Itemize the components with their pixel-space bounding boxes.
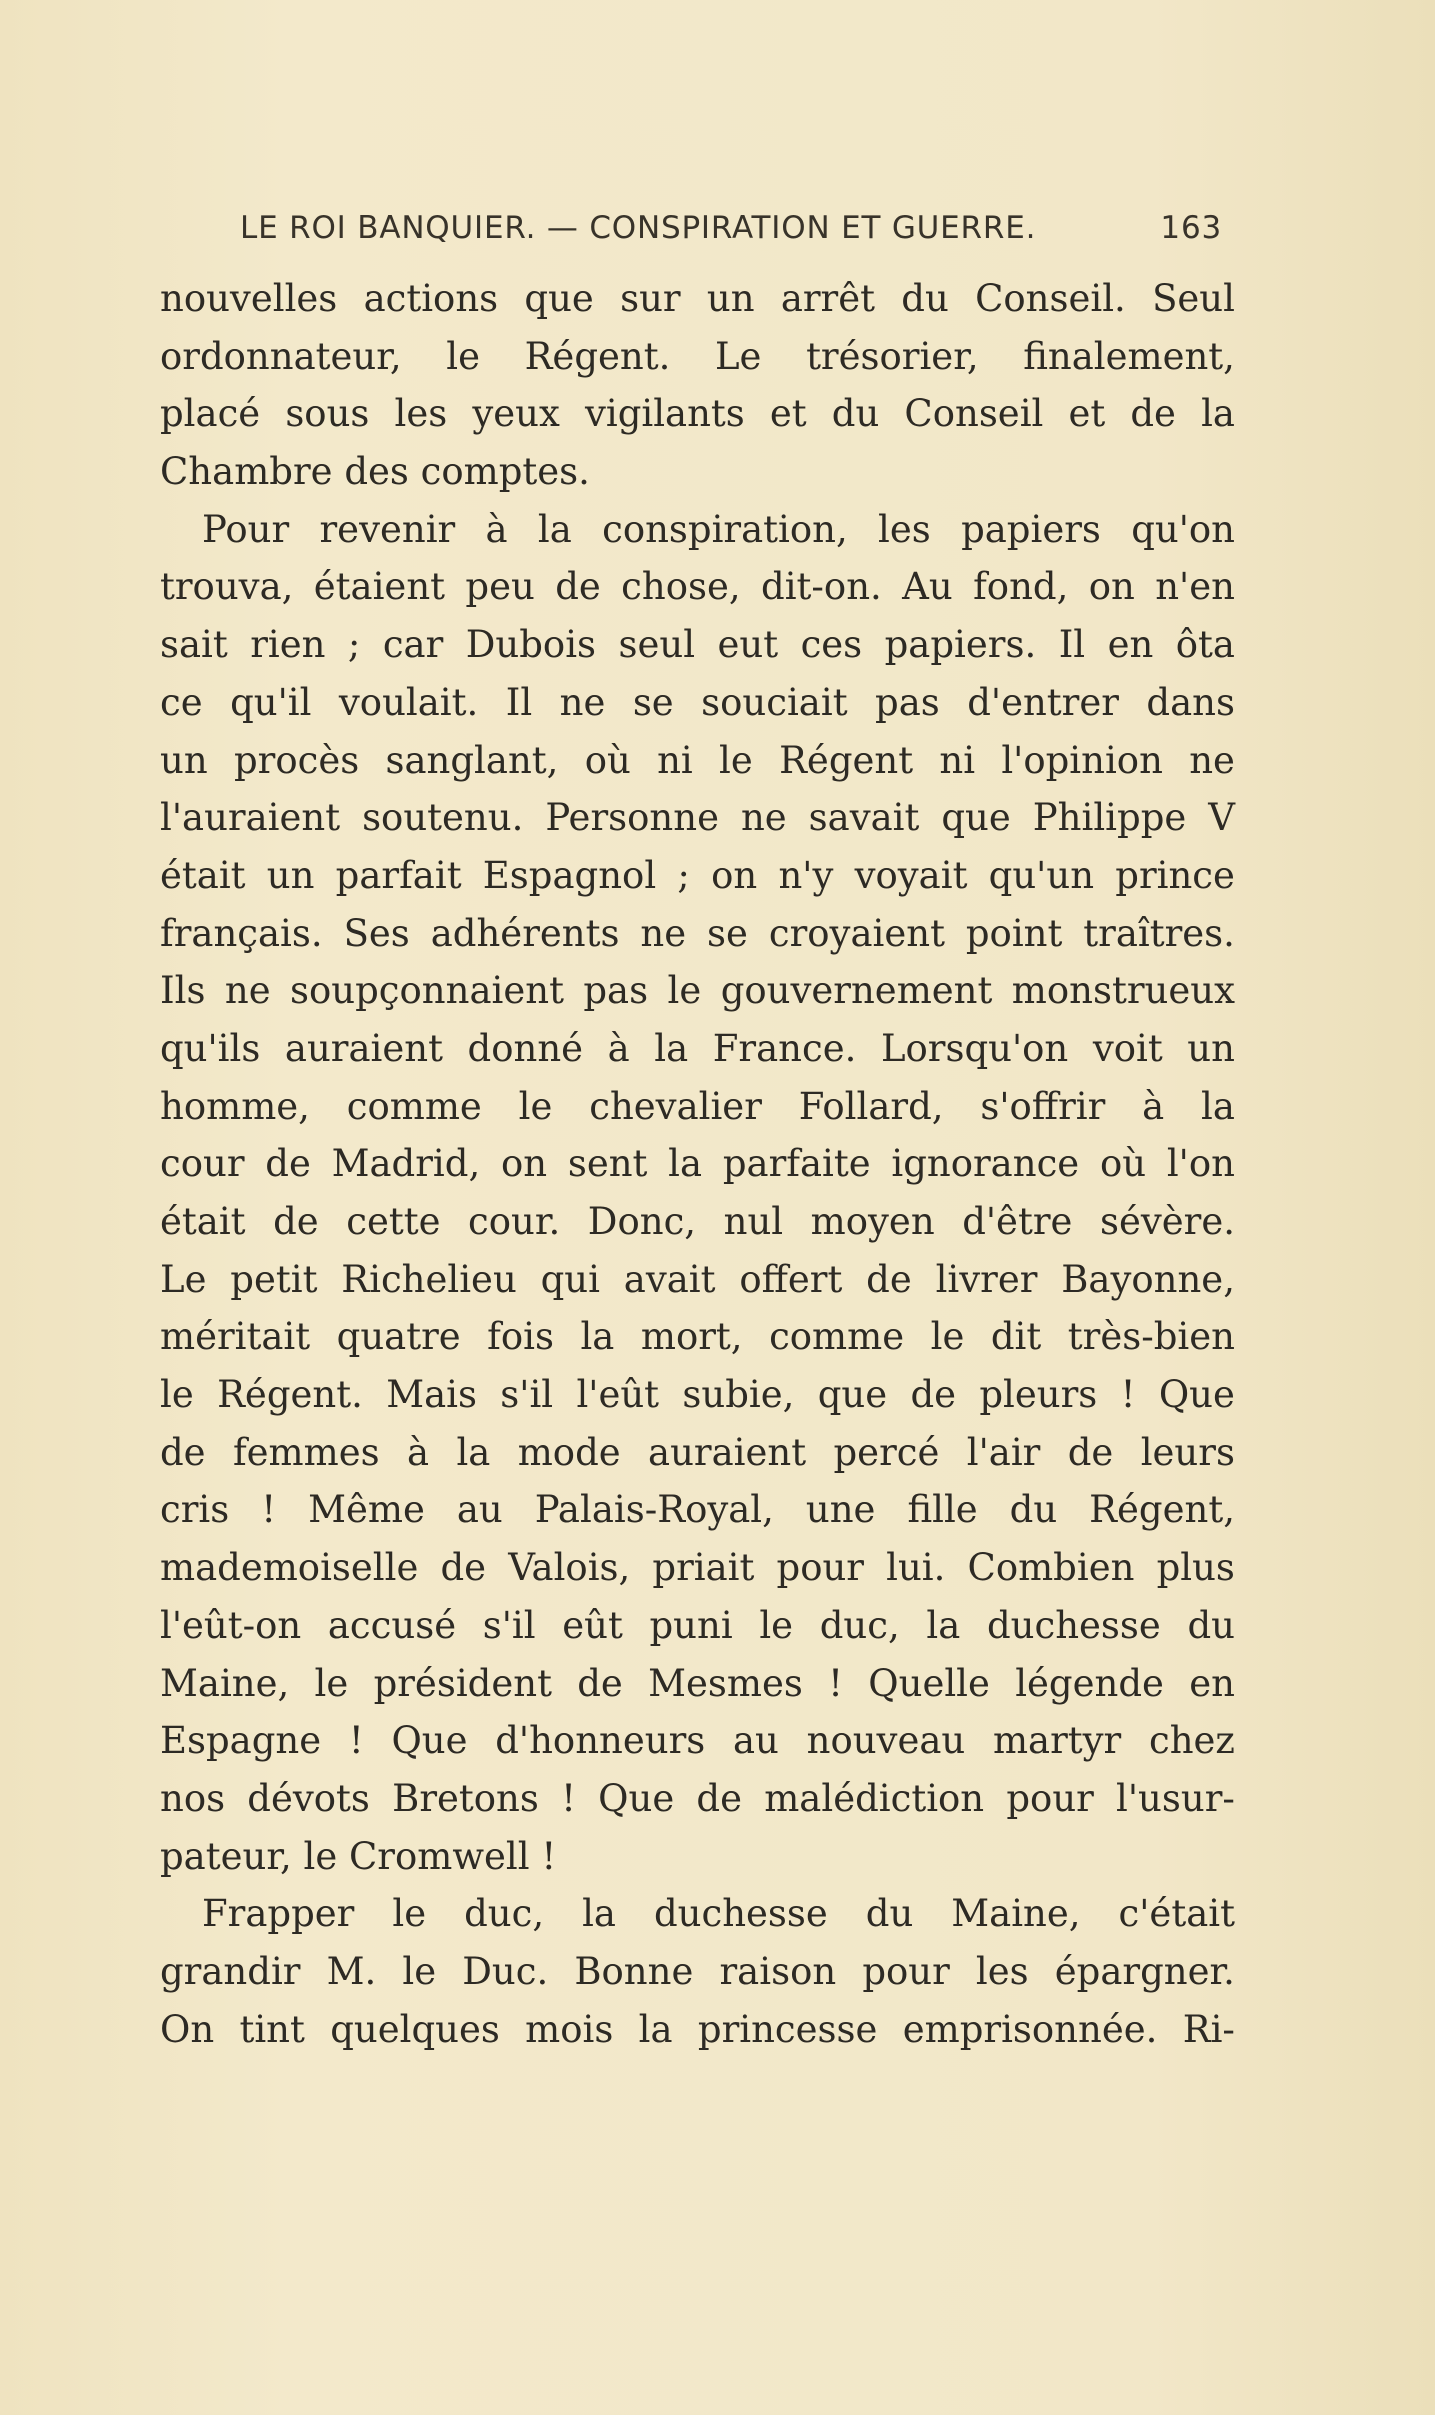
word: donné xyxy=(467,1026,584,1070)
word: qu'ils xyxy=(160,1026,261,1070)
word: voulait. xyxy=(338,680,479,724)
word: voyait xyxy=(854,853,968,897)
word: le xyxy=(402,1949,437,1993)
word: d'être xyxy=(962,1200,1073,1243)
word: nos xyxy=(160,1776,226,1820)
word: d'entrer xyxy=(967,680,1119,724)
word: dit-on. xyxy=(761,565,882,609)
word: croyaient xyxy=(768,911,945,955)
word: la xyxy=(1201,392,1235,436)
text-line xyxy=(160,501,1235,559)
word: trouva, xyxy=(160,565,294,609)
word: le xyxy=(930,1315,965,1359)
text-line xyxy=(160,1770,1235,1828)
word: en xyxy=(1189,1661,1235,1705)
word: ne xyxy=(640,911,687,955)
word: eut xyxy=(717,623,779,667)
text-line xyxy=(160,1481,1235,1539)
text-line xyxy=(160,328,1235,386)
word: Bretons xyxy=(392,1776,539,1820)
word: méritait xyxy=(160,1315,311,1359)
word: offert xyxy=(739,1257,843,1301)
word: à xyxy=(485,507,508,551)
word: de xyxy=(265,1142,311,1186)
word: légende xyxy=(1015,1661,1164,1705)
word: Seul xyxy=(1152,277,1235,320)
word: l'eût-on xyxy=(160,1603,302,1647)
word: se xyxy=(707,911,748,955)
text-line xyxy=(160,962,1235,1020)
word: Palais-Royal, xyxy=(534,1488,774,1532)
body-text xyxy=(160,270,1235,2058)
word: homme, xyxy=(160,1084,310,1128)
word: pour xyxy=(862,1949,950,1993)
word: et xyxy=(1068,392,1106,436)
word: nouvelles xyxy=(160,277,338,320)
word: Bonne xyxy=(574,1949,694,1993)
word: ! xyxy=(348,1719,364,1763)
word: les xyxy=(878,507,931,551)
text-line xyxy=(160,1539,1235,1597)
text-line xyxy=(160,1655,1235,1713)
word: Maine, xyxy=(951,1892,1081,1936)
word: mademoiselle xyxy=(160,1546,419,1590)
word: savait xyxy=(808,796,920,840)
word: pour xyxy=(776,1546,864,1590)
word: mort, xyxy=(640,1315,743,1359)
word: le xyxy=(667,969,702,1013)
word: malédiction xyxy=(764,1776,985,1820)
word: c'était xyxy=(1118,1892,1235,1936)
word: comme xyxy=(346,1084,482,1128)
word: que xyxy=(817,1373,888,1417)
word: le xyxy=(392,1892,427,1936)
text-line xyxy=(160,905,1235,963)
word: souciait xyxy=(701,680,848,724)
word: gouvernement xyxy=(720,969,993,1013)
text-line xyxy=(160,674,1235,732)
word: princesse xyxy=(697,2007,878,2051)
word: au xyxy=(733,1719,779,1763)
word: le xyxy=(160,1373,194,1417)
text-line xyxy=(160,1020,1235,1078)
word: un xyxy=(266,853,315,897)
word: dévots xyxy=(247,1776,370,1820)
word: puni xyxy=(649,1603,733,1647)
word: emprisonnée. xyxy=(902,2007,1158,2051)
word: Personne xyxy=(545,796,719,840)
word: sanglant, xyxy=(385,738,559,782)
word: arrêt xyxy=(780,277,876,320)
word: Conseil xyxy=(904,392,1044,436)
word: ignorance xyxy=(891,1142,1080,1186)
word: le xyxy=(518,1084,553,1128)
word: ! xyxy=(1120,1373,1136,1417)
word: l'usur- xyxy=(1116,1776,1235,1820)
word: sur xyxy=(620,277,681,320)
text-line xyxy=(160,1135,1235,1193)
word: voit xyxy=(1092,1026,1163,1070)
text-line xyxy=(160,270,1235,328)
word: eût xyxy=(562,1603,623,1647)
word: de xyxy=(273,1200,319,1243)
word: Pour xyxy=(202,507,290,551)
word: fille xyxy=(907,1488,978,1532)
word: subie, xyxy=(682,1373,795,1417)
text-line xyxy=(160,385,1235,443)
text-line xyxy=(160,1943,1235,2001)
word: grandir xyxy=(160,1949,301,1993)
word: Il xyxy=(1058,623,1086,667)
word: duchesse xyxy=(653,1892,828,1936)
word: priait xyxy=(652,1546,755,1590)
word: de xyxy=(910,1373,957,1417)
running-header xyxy=(240,210,1240,255)
word: très-bien xyxy=(1067,1315,1235,1359)
word: à xyxy=(1142,1084,1165,1128)
word: ne xyxy=(1189,738,1235,782)
word: pas xyxy=(875,680,940,724)
word: cette xyxy=(346,1200,441,1243)
word: Ses xyxy=(343,911,410,955)
word: les xyxy=(394,392,448,436)
word: fond, xyxy=(973,565,1069,609)
word: Maine, xyxy=(160,1661,290,1705)
word: de xyxy=(866,1257,912,1301)
text-line xyxy=(160,847,1235,905)
word: chez xyxy=(1148,1719,1235,1763)
text-line: Chambre des comptes. xyxy=(160,450,590,494)
word: n'y xyxy=(778,853,834,897)
word: Bayonne, xyxy=(1061,1257,1235,1301)
word: ; xyxy=(347,623,361,667)
word: que xyxy=(524,277,594,320)
word: de xyxy=(160,1430,206,1474)
word: qu'il xyxy=(230,680,312,724)
word: Mesmes xyxy=(648,1661,803,1705)
word: duchesse xyxy=(986,1603,1161,1647)
word: procès xyxy=(233,738,360,782)
text-line xyxy=(160,1251,1235,1309)
word: Que xyxy=(598,1776,675,1820)
word: était xyxy=(160,853,246,897)
text-line xyxy=(160,1366,1235,1424)
word: la xyxy=(1201,1084,1235,1128)
word: cour xyxy=(160,1142,245,1186)
word: que xyxy=(941,796,1011,840)
word: accusé xyxy=(327,1603,457,1647)
word: le xyxy=(719,738,753,782)
word: Régent. xyxy=(217,1373,363,1417)
word: étaient xyxy=(313,565,446,609)
word: raison xyxy=(719,1949,837,1993)
word: pas xyxy=(583,969,649,1013)
text-line xyxy=(160,1885,1235,1943)
word: mode xyxy=(517,1430,621,1474)
word: de xyxy=(1067,1430,1114,1474)
word: était xyxy=(160,1200,246,1243)
word: mois xyxy=(525,2007,614,2051)
word: cour. xyxy=(468,1200,561,1243)
word: Mais xyxy=(386,1373,477,1417)
word: en xyxy=(1107,623,1154,667)
word: tint xyxy=(239,2007,305,2051)
text-line xyxy=(160,1193,1235,1251)
chapter-title: LE ROI BANQUIER. — CONSPIRATION ET GUERRE. xyxy=(240,210,1037,246)
word: le xyxy=(759,1603,794,1647)
word: lui. xyxy=(886,1546,946,1590)
word: de xyxy=(696,1776,743,1820)
word: d'honneurs xyxy=(495,1719,706,1763)
word: un xyxy=(706,277,755,320)
word: duc, xyxy=(819,1603,900,1647)
word: la xyxy=(456,1430,491,1474)
word: du xyxy=(901,277,949,320)
word: car xyxy=(382,623,444,667)
word: Madrid, xyxy=(331,1142,481,1186)
word: sous xyxy=(285,392,370,436)
word: s'il xyxy=(500,1373,554,1417)
word: qu'un xyxy=(988,853,1095,897)
word: Dubois xyxy=(465,623,597,667)
word: du xyxy=(1187,1603,1235,1647)
word: la xyxy=(654,1026,689,1070)
word: la xyxy=(926,1603,961,1647)
word: sévère. xyxy=(1099,1200,1235,1243)
word: et xyxy=(769,392,807,436)
word: français. xyxy=(160,911,323,955)
word: prince xyxy=(1115,853,1235,897)
word: quatre xyxy=(336,1315,461,1359)
text-line xyxy=(160,732,1235,790)
word: la xyxy=(537,507,572,551)
word: les xyxy=(975,1949,1029,1993)
word: Espagne xyxy=(160,1719,322,1763)
text-line: pateur, le Cromwell ! xyxy=(160,1834,557,1878)
word: France. xyxy=(712,1026,857,1070)
word: ne xyxy=(224,969,271,1013)
word: sent xyxy=(567,1142,648,1186)
word: du xyxy=(1009,1488,1058,1532)
word: la xyxy=(580,1315,615,1359)
word: avait xyxy=(623,1257,716,1301)
word: une xyxy=(805,1488,876,1532)
word: cris xyxy=(160,1488,230,1532)
text-line xyxy=(160,789,1235,847)
word: de xyxy=(440,1546,487,1590)
word: ne xyxy=(740,796,787,840)
word: l'eût xyxy=(576,1373,660,1417)
word: la xyxy=(668,1142,703,1186)
text-line xyxy=(160,1597,1235,1655)
word: pour xyxy=(1006,1776,1094,1820)
word: Ri- xyxy=(1182,2007,1235,2051)
word: traîtres. xyxy=(1083,911,1235,955)
word: soutenu. xyxy=(362,796,524,840)
word: ni xyxy=(657,738,693,782)
word: papiers xyxy=(961,507,1101,551)
word: point xyxy=(965,911,1063,955)
word: n'en xyxy=(1155,565,1235,609)
word: Combien xyxy=(967,1546,1135,1590)
word: de xyxy=(577,1661,623,1705)
word: Frapper xyxy=(202,1892,355,1936)
word: Philippe xyxy=(1032,796,1187,840)
text-line xyxy=(160,558,1235,616)
word: duc, xyxy=(464,1892,545,1936)
word: ce xyxy=(160,680,203,724)
word: s'il xyxy=(482,1603,536,1647)
word: soupçonnaient xyxy=(290,969,564,1013)
text-line xyxy=(160,1424,1235,1482)
word: s'offrir xyxy=(980,1084,1106,1128)
word: Conseil. xyxy=(975,277,1126,320)
word: parfait xyxy=(335,853,462,897)
word: Le xyxy=(714,334,762,378)
text-line xyxy=(160,2001,1235,2059)
word: chevalier xyxy=(589,1084,762,1128)
word: un xyxy=(1187,1026,1235,1070)
word: revenir xyxy=(319,507,456,551)
word: ! xyxy=(261,1488,277,1532)
word: On xyxy=(160,2007,215,2051)
word: la xyxy=(638,2007,673,2051)
word: Régent xyxy=(779,738,914,782)
word: ! xyxy=(561,1776,576,1820)
word: Même xyxy=(308,1488,425,1532)
word: femmes xyxy=(232,1430,380,1474)
word: Que xyxy=(391,1719,468,1763)
word: placé xyxy=(160,392,261,436)
word: ces xyxy=(800,623,863,667)
word: Régent. xyxy=(524,334,671,378)
word: actions xyxy=(363,277,499,320)
word: la xyxy=(582,1892,616,1936)
word: moyen xyxy=(810,1200,935,1243)
word: ; xyxy=(677,853,690,897)
word: on xyxy=(1088,565,1135,609)
word: adhérents xyxy=(430,911,620,955)
word: rien xyxy=(250,623,326,667)
word: Valois, xyxy=(508,1546,631,1590)
word: on xyxy=(711,853,758,897)
word: épargner. xyxy=(1054,1949,1235,1993)
text-line xyxy=(160,1712,1235,1770)
word: Au xyxy=(902,565,953,609)
word: Quelle xyxy=(868,1661,990,1705)
word: du xyxy=(865,1892,914,1936)
word: comme xyxy=(769,1315,905,1359)
word: Régent, xyxy=(1089,1488,1235,1532)
word: peu xyxy=(465,565,535,609)
word: auraient xyxy=(648,1430,807,1474)
word: parfaite xyxy=(722,1142,871,1186)
word: Que xyxy=(1158,1373,1235,1417)
word: papiers. xyxy=(884,623,1037,667)
word: Ils xyxy=(160,969,206,1013)
word: à xyxy=(607,1026,630,1070)
word: seul xyxy=(618,623,696,667)
word: de xyxy=(1130,392,1176,436)
word: Donc, xyxy=(587,1200,697,1243)
word: du xyxy=(831,392,880,436)
word: un xyxy=(160,738,208,782)
word: yeux xyxy=(472,392,560,436)
word: trésorier, xyxy=(806,334,979,378)
word: fois xyxy=(487,1315,554,1359)
word: leurs xyxy=(1140,1430,1235,1474)
word: on xyxy=(500,1142,548,1186)
word: à xyxy=(407,1430,430,1474)
text-line xyxy=(160,1078,1235,1136)
word: Follard, xyxy=(798,1084,944,1128)
word: pleurs xyxy=(979,1373,1098,1417)
word: ! xyxy=(828,1661,843,1705)
word: martyr xyxy=(992,1719,1122,1763)
word: qu'on xyxy=(1131,507,1235,551)
word: l'auraient xyxy=(160,796,341,840)
word: Il xyxy=(505,680,533,724)
word: Espagnol xyxy=(482,853,657,897)
word: Richelieu xyxy=(341,1257,517,1301)
word: monstrueux xyxy=(1011,969,1235,1013)
word: ôta xyxy=(1175,623,1235,667)
word: président xyxy=(373,1661,552,1705)
word: conspiration, xyxy=(602,507,848,551)
word: le xyxy=(446,334,480,378)
word: M. xyxy=(326,1949,377,1993)
word: qui xyxy=(540,1257,600,1301)
word: ordonnateur, xyxy=(160,334,402,378)
word: chose, xyxy=(621,565,741,609)
word: l'air xyxy=(966,1430,1041,1474)
word: V xyxy=(1208,796,1235,840)
word: où xyxy=(1099,1142,1147,1186)
text-line xyxy=(160,616,1235,674)
word: au xyxy=(456,1488,503,1532)
text-line xyxy=(160,1308,1235,1366)
word: auraient xyxy=(284,1026,443,1070)
word: ni xyxy=(939,738,976,782)
word: Duc. xyxy=(462,1949,549,1993)
word: petit xyxy=(230,1257,318,1301)
word: ne xyxy=(559,680,606,724)
word: se xyxy=(632,680,674,724)
word: percé xyxy=(833,1430,940,1474)
word: de xyxy=(555,565,601,609)
word: vigilants xyxy=(584,392,745,436)
word: où xyxy=(584,738,631,782)
word: plus xyxy=(1156,1546,1235,1590)
page-number: 163 xyxy=(1160,210,1222,246)
word: nouveau xyxy=(806,1719,966,1763)
word: le xyxy=(314,1661,349,1705)
word: Lorsqu'on xyxy=(880,1026,1069,1070)
word: nul xyxy=(723,1200,784,1243)
word: livrer xyxy=(935,1257,1038,1301)
word: l'opinion xyxy=(1001,738,1163,782)
word: finalement, xyxy=(1023,334,1235,378)
word: quelques xyxy=(330,2007,500,2051)
word: l'on xyxy=(1166,1142,1235,1186)
word: sait xyxy=(160,623,228,667)
word: dans xyxy=(1146,680,1235,724)
word: Le xyxy=(160,1257,207,1301)
word: dit xyxy=(990,1315,1042,1359)
